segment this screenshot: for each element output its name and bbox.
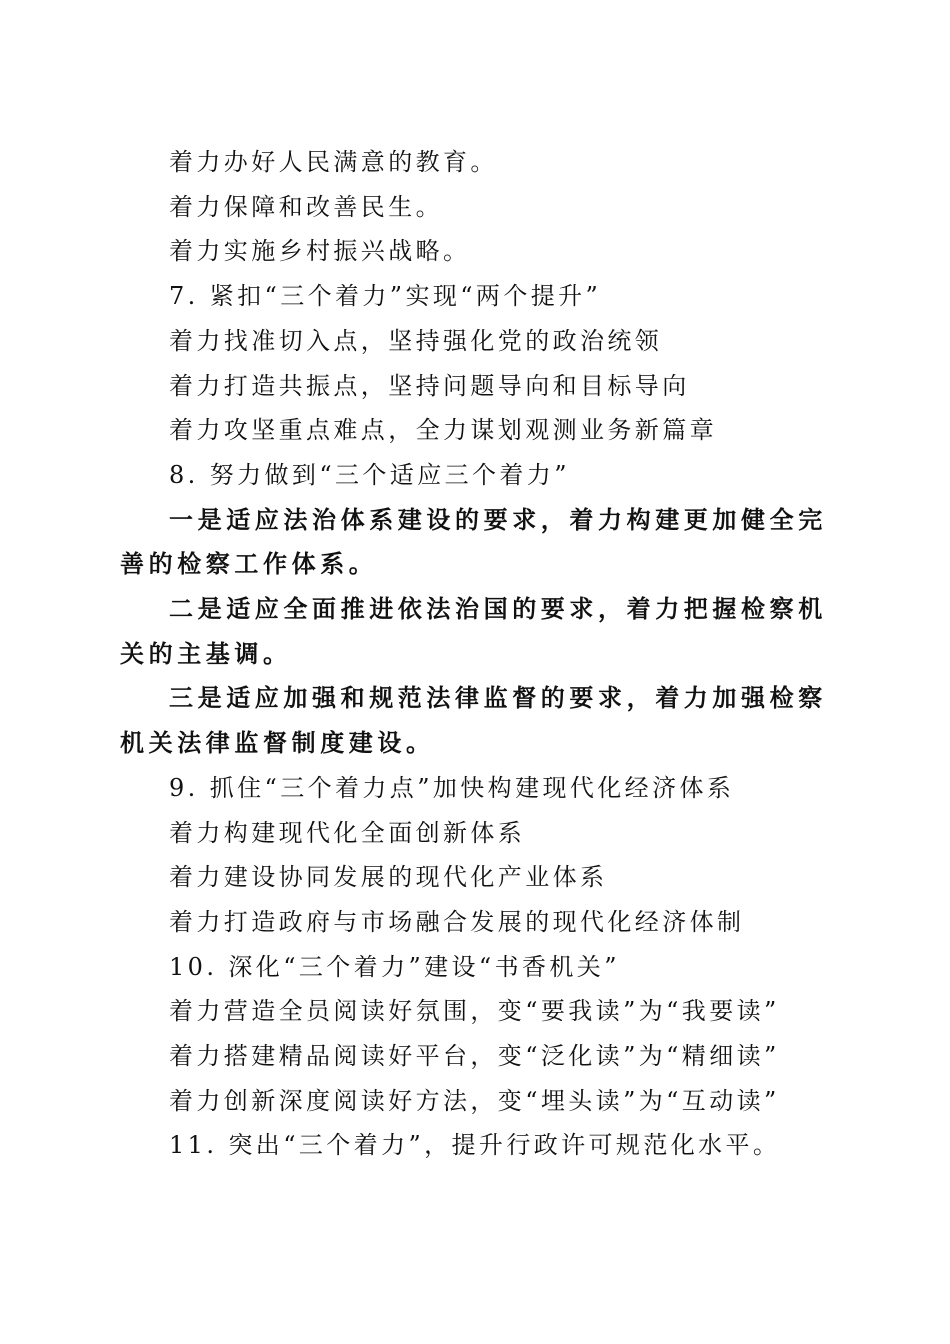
list-item: 着力实施乡村振兴战略。: [169, 237, 471, 266]
list-item: 着力办好人民满意的教育。: [169, 148, 498, 176]
list-item: 着力构建现代化全面创新体系: [169, 818, 526, 847]
section-heading: 11. 突出“三个着力”，提升行政许可规范化水平。: [169, 1131, 781, 1160]
list-item: 着力营造全员阅读好氛围，变“要我读”为“我要读”: [169, 997, 780, 1026]
section-heading: 9. 抓住“三个着力点”加快构建现代化经济体系: [169, 773, 735, 802]
document-body: [120, 140, 832, 1168]
paragraph: 二是适应全面推进依法治国的要求，着力把握检察机关的主基调。: [120, 594, 827, 668]
list-item: 着力打造共振点，坚持问题导向和目标导向: [169, 371, 690, 400]
list-item: 着力搭建精品阅读好平台，变“泛化读”为“精细读”: [169, 1042, 780, 1071]
list-item: 着力打造政府与市场融合发展的现代化经济体制: [169, 907, 745, 936]
section-heading: 10. 深化“三个着力”建设“书香机关”: [169, 952, 620, 981]
section-heading: 7. 紧扣“三个着力”实现“两个提升”: [169, 282, 602, 311]
list-item: 着力保障和改善民生。: [169, 192, 443, 221]
section-heading: 8. 努力做到“三个适应三个着力”: [169, 460, 570, 489]
list-item: 着力建设协同发展的现代化产业体系: [169, 863, 608, 892]
list-item: 着力找准切入点，坚持强化党的政治统领: [169, 326, 663, 355]
paragraph: 三是适应加强和规范法律监督的要求，着力加强检察机关法律监督制度建设。: [120, 683, 827, 758]
paragraph: 一是适应法治体系建设的要求，着力构建更加健全完善的检察工作体系。: [120, 504, 827, 579]
list-item: 着力创新深度阅读好方法，变“埋头读”为“互动读”: [169, 1086, 780, 1115]
list-item: 着力攻坚重点难点，全力谋划观测业务新篇章: [169, 416, 717, 445]
